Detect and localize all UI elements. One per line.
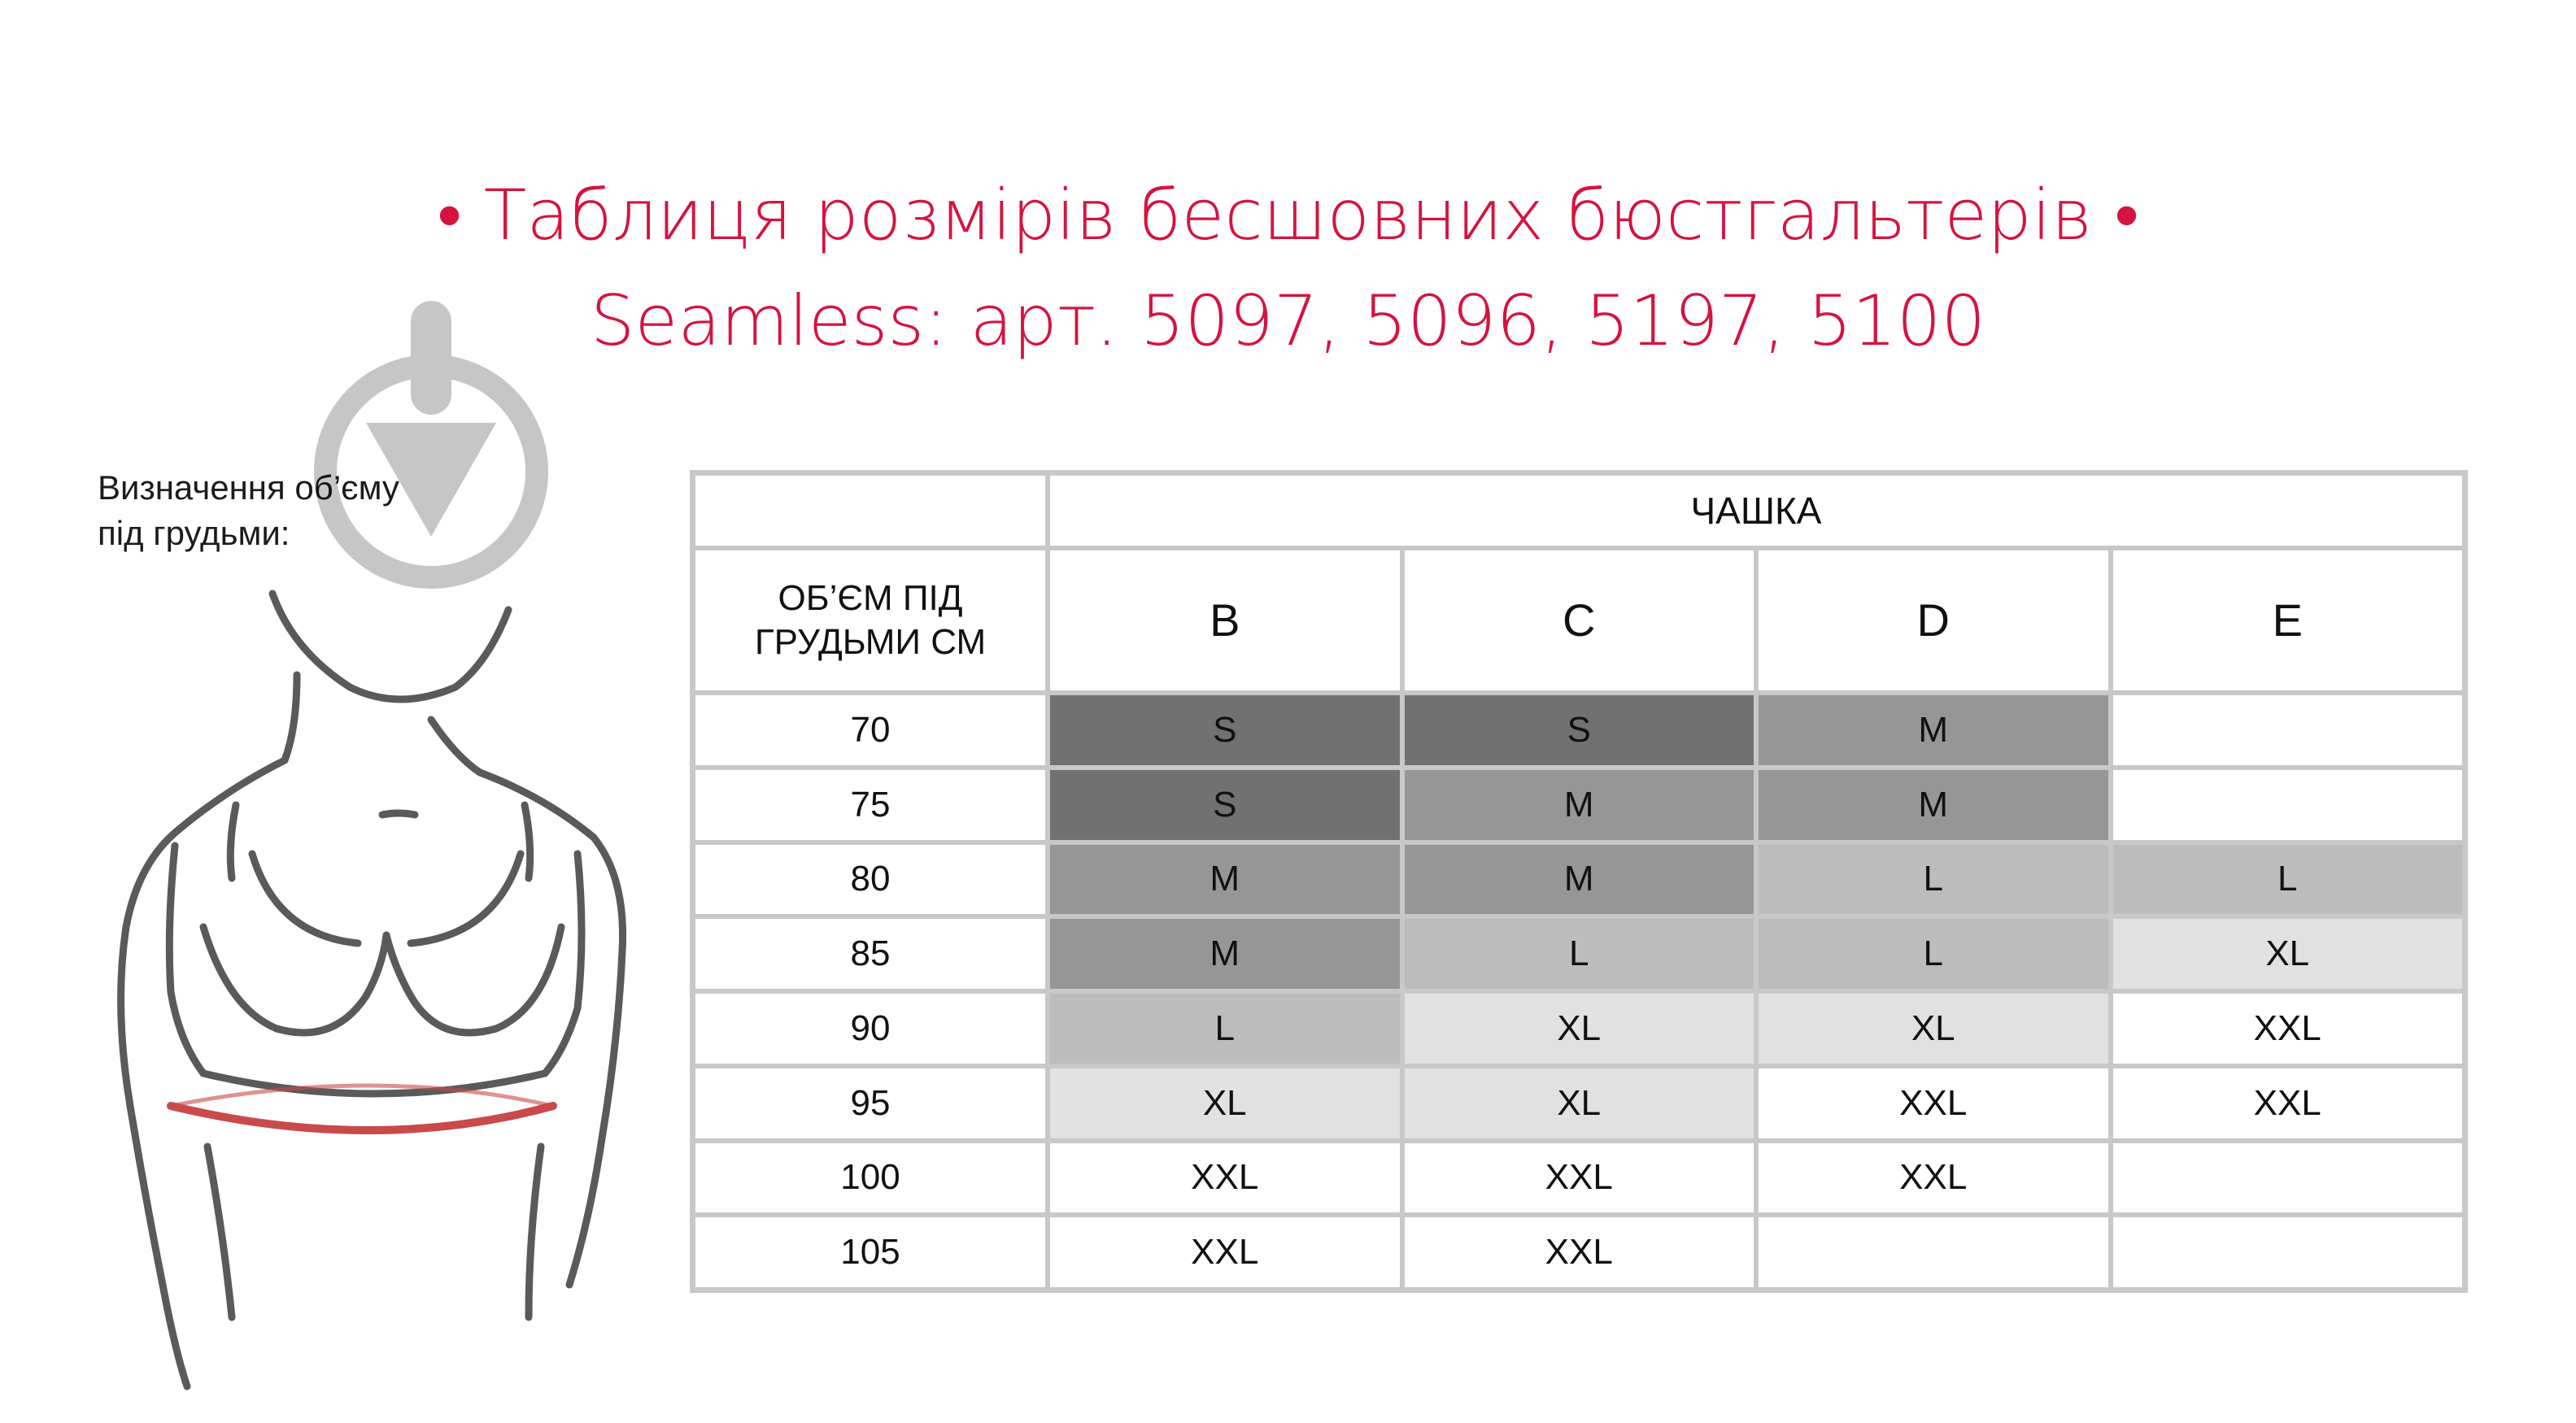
size-cell <box>1759 1217 2108 1287</box>
size-cell: XXL <box>2113 994 2463 1064</box>
measure-caption <box>98 465 399 556</box>
size-cell <box>2113 1143 2463 1213</box>
size-cell: XL <box>1050 1068 1400 1138</box>
size-cell: XXL <box>1050 1217 1400 1287</box>
size-cell: M <box>1050 845 1400 915</box>
size-cell: XXL <box>1759 1068 2108 1138</box>
size-cell: XXL <box>1405 1143 1754 1213</box>
size-cell: XL <box>2113 919 2463 989</box>
size-cell: L <box>1759 919 2108 989</box>
measure-caption-line-1: Визначення об’єму <box>98 468 399 507</box>
torso-outline-icon <box>89 585 651 1399</box>
size-cell: XL <box>1759 994 2108 1064</box>
size-cell: XXL <box>1759 1143 2108 1213</box>
band-value: 105 <box>695 1217 1045 1287</box>
title-line-2: Seamless: арт. 5097, 5096, 5197, 5100 <box>590 281 1986 362</box>
size-cell: M <box>1050 919 1400 989</box>
size-cell: S <box>1405 695 1754 765</box>
size-cell: M <box>1759 695 2108 765</box>
measure-caption-line-2: під грудьми: <box>98 514 290 552</box>
size-cell: XXL <box>1050 1143 1400 1213</box>
size-cell: L <box>1405 919 1754 989</box>
size-cell: M <box>1405 845 1754 915</box>
size-cell: XXL <box>2113 1068 2463 1138</box>
page-title <box>0 163 2576 374</box>
band-value: 100 <box>695 1143 1045 1213</box>
band-value: 85 <box>695 919 1045 989</box>
band-value: 90 <box>695 994 1045 1064</box>
size-cell: M <box>1759 770 2108 840</box>
size-cell: S <box>1050 770 1400 840</box>
band-header: ОБ’ЄМ ПІД ГРУДЬМИ СМ <box>695 550 1045 690</box>
size-grid <box>695 476 2462 1287</box>
cup-column-c: C <box>1405 550 1754 690</box>
cup-column-d: D <box>1759 550 2108 690</box>
size-cell: XL <box>1405 994 1754 1064</box>
size-cell: L <box>1759 845 2108 915</box>
cup-column-e: E <box>2113 550 2463 690</box>
band-value: 95 <box>695 1068 1045 1138</box>
size-cell <box>2113 770 2463 840</box>
cup-column-b: B <box>1050 550 1400 690</box>
size-cell <box>2113 695 2463 765</box>
title-line-1: • Таблиця розмірів бесшовних бюстгальтерів • <box>437 175 2139 256</box>
underbust-measure-line <box>171 1106 553 1130</box>
size-cell: M <box>1405 770 1754 840</box>
size-table <box>690 470 2468 1293</box>
size-cell <box>2113 1217 2463 1287</box>
size-cell: XXL <box>1405 1217 1754 1287</box>
cup-header: ЧАШКА <box>1050 476 2462 546</box>
band-value: 75 <box>695 770 1045 840</box>
size-cell: S <box>1050 695 1400 765</box>
band-value: 80 <box>695 845 1045 915</box>
table-corner <box>695 476 1045 546</box>
size-cell: L <box>2113 845 2463 915</box>
size-cell: L <box>1050 994 1400 1064</box>
band-value: 70 <box>695 695 1045 765</box>
size-cell: XL <box>1405 1068 1754 1138</box>
